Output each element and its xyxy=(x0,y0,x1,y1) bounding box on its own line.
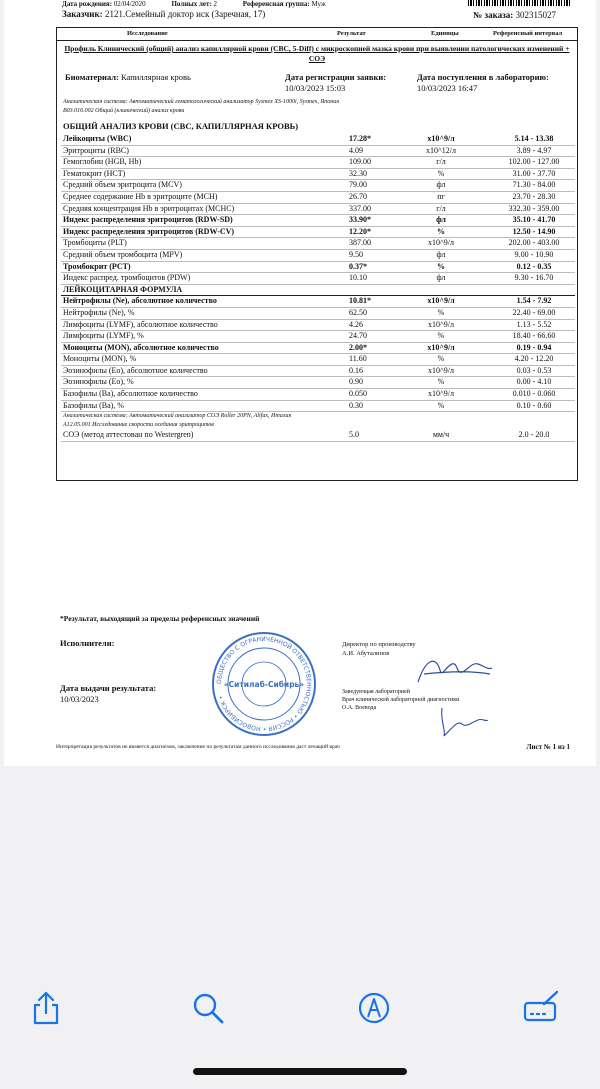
result-units: мм/ч xyxy=(432,430,450,440)
esr-analyzer-note xyxy=(61,421,575,430)
head-of-lab-signature xyxy=(432,700,492,740)
result-reference: 4.20 - 12.20 xyxy=(514,354,554,364)
result-units: x10^9/л xyxy=(427,342,455,352)
result-reference: 71.30 - 84.00 xyxy=(512,180,556,190)
result-name: Индекс распределения эритроцитов (RDW-SD) xyxy=(63,215,233,225)
result-units: фл xyxy=(436,249,446,259)
table-row xyxy=(61,354,575,366)
result-reference: 1.54 - 7.92 xyxy=(516,296,552,306)
table-row xyxy=(61,134,575,146)
table-row xyxy=(61,227,575,239)
col-result: Результат xyxy=(337,30,366,37)
result-units: x10^9/л xyxy=(427,134,455,143)
result-value: 33.90* xyxy=(349,215,371,225)
result-value: 9.50 xyxy=(349,249,363,259)
result-units: фл xyxy=(436,180,446,190)
lab-date: Дата поступления в лабораторию: 10/03/2023 16:47 xyxy=(417,72,549,93)
result-value: 109.00 xyxy=(349,157,371,167)
result-units: г/л xyxy=(436,203,446,213)
table-row xyxy=(61,238,575,250)
barcode xyxy=(468,0,572,6)
result-units: x10^9/л xyxy=(428,238,454,248)
result-units: фл xyxy=(436,273,446,283)
result-reference: 18.40 - 66.60 xyxy=(512,331,556,341)
director-signature xyxy=(412,652,496,690)
result-units: % xyxy=(437,307,445,317)
markup-icon[interactable] xyxy=(354,988,394,1028)
result-value: 62.50 xyxy=(349,307,367,317)
result-value: 0.16 xyxy=(349,365,363,375)
table-row xyxy=(61,192,575,204)
search-icon[interactable] xyxy=(188,988,228,1028)
bottom-toolbar xyxy=(0,960,600,1089)
table-row xyxy=(61,250,575,262)
result-units: % xyxy=(437,331,445,341)
table-row xyxy=(61,273,575,285)
result-reference: 31.00 - 37.70 xyxy=(512,168,556,178)
esr-analyzer-note xyxy=(61,412,575,421)
results-table xyxy=(61,134,575,442)
table-row xyxy=(61,308,575,320)
result-units: x10^9/л xyxy=(428,365,454,375)
analyzer-note: Аналитическая система: Автоматический гематологический анализатор Sysmex XS-1000i, Sysmex, Япония B03.016.002 Общий (клинический) анализ крови xyxy=(63,99,340,114)
result-name: Средняя концентрация Hb в эритроцитах (MCHC) xyxy=(63,203,235,213)
result-reference: 0.03 - 0.53 xyxy=(516,365,552,375)
result-value: 387.00 xyxy=(349,238,371,248)
result-value: 4.26 xyxy=(349,319,363,329)
result-reference: 0.010 - 0.060 xyxy=(512,389,556,399)
result-reference: 9.30 - 16.70 xyxy=(514,273,554,283)
head-of-lab: Заведующая лабораторией Врач клинической лабораторной диагностики О.А. Воевода xyxy=(342,689,460,711)
seal-stamp xyxy=(210,630,318,738)
document-page xyxy=(4,0,596,766)
result-value: 11.60 xyxy=(349,354,367,364)
result-name: Гемоглобин (HGB, Hb) xyxy=(63,157,142,167)
table-row xyxy=(61,389,575,401)
result-name: Тромбоциты (PLT) xyxy=(63,238,127,248)
home-indicator[interactable] xyxy=(193,1068,407,1075)
result-value: 26.70 xyxy=(349,191,367,201)
result-name: Эозинофилы (Eo), абсолютное количество xyxy=(63,365,208,375)
table-row xyxy=(61,331,575,343)
result-name: Среднее содержание Hb в эритроците (MCH) xyxy=(63,191,218,201)
result-reference: 0.19 - 0.94 xyxy=(516,342,552,352)
result-name: Лимфоциты (LYMF), абсолютное количество xyxy=(63,319,218,329)
result-reference: 22.40 - 69.00 xyxy=(512,307,556,317)
result-value: 0.050 xyxy=(349,389,367,399)
result-name: Базофилы (Ba), абсолютное количество xyxy=(63,389,198,399)
table-row xyxy=(61,180,575,192)
table-row xyxy=(61,146,575,158)
result-name: Индекс распред. тромбоцитов (PDW) xyxy=(63,273,191,283)
director: Директор по производству А.И. Абуталипов xyxy=(342,641,416,657)
result-reference: 5.14 - 13.38 xyxy=(514,134,554,143)
result-units: % xyxy=(437,261,445,271)
table-row xyxy=(61,430,575,442)
table-row xyxy=(61,204,575,216)
table-row xyxy=(61,262,575,274)
result-value: 0.37* xyxy=(349,261,367,271)
result-name: Эозинофилы (Eo), % xyxy=(63,377,134,387)
page-number: Лист № 1 из 1 xyxy=(526,743,570,751)
result-reference: 23.70 - 28.30 xyxy=(512,191,556,201)
result-name: Тромбокрит (PCT) xyxy=(63,261,131,271)
result-reference: 332.30 - 359.00 xyxy=(508,203,560,213)
result-units: x10^12/л xyxy=(426,145,456,155)
result-units: x10^9/л xyxy=(427,296,455,306)
result-name: Средний объем эритроцита (MCV) xyxy=(63,180,182,190)
col-test: Исследование xyxy=(127,30,168,37)
result-reference: 3.89 - 4.97 xyxy=(516,145,552,155)
result-value: 17.28* xyxy=(349,134,371,143)
registration-date: Дата регистрации заявки: 10/03/2023 15:03 xyxy=(285,72,387,93)
result-name: Моноциты (MON), % xyxy=(63,354,137,364)
edit-icon[interactable] xyxy=(522,988,562,1028)
svg-text:ОБЩЕСТВО С ОГРАНИЧЕННОЙ ОТВЕТС: ОБЩЕСТВО С ОГРАНИЧЕННОЙ ОТВЕТСТВЕННОСТЬЮ • РОССИЯ • НОВОСИБИРСК • xyxy=(215,635,313,733)
section-diff-title xyxy=(61,285,575,297)
result-reference: 1.13 - 5.52 xyxy=(516,319,552,329)
result-name: Гематокрит (HCT) xyxy=(63,168,126,178)
footnote: *Результат, выходящий за пределы референсных значений xyxy=(60,614,260,623)
customer-line: Заказчик: 2121.Семейный доктор иск (Заречная, 17) xyxy=(62,9,266,19)
result-name: Эритроциты (RBC) xyxy=(63,145,129,155)
table-header xyxy=(57,28,577,41)
table-row xyxy=(61,169,575,181)
col-reference: Референсный интервал xyxy=(493,30,563,37)
svg-text:«Ситилаб-Сибирь»: «Ситилаб-Сибирь» xyxy=(223,680,305,689)
result-reference: 35.10 - 41.70 xyxy=(512,215,556,225)
result-value: 337.00 xyxy=(349,203,371,213)
result-name: Средний объем тромбоцита (MPV) xyxy=(63,249,183,259)
result-reference: 0.00 - 4.10 xyxy=(516,377,552,387)
result-value: 5.0 xyxy=(349,430,359,440)
result-value: 10.10 xyxy=(349,273,367,283)
patient-line: Дата рождения: 02/04/2020 Полных лет: 2 Референсная группа: Муж xyxy=(62,0,326,8)
result-value: 4.09 xyxy=(349,145,363,155)
result-name: Базофилы (Ba), % xyxy=(63,400,124,410)
note-text: A12.05.001 Исследование скорости оседания эритроцитов xyxy=(63,422,214,429)
result-name: СОЭ (метод аттестован по Westergren) xyxy=(63,430,194,440)
result-value: 24.70 xyxy=(349,331,367,341)
result-reference: 0.10 - 0.60 xyxy=(516,400,552,410)
result-value: 0.30 xyxy=(349,400,363,410)
result-reference: 202.00 - 403.00 xyxy=(508,238,560,248)
order-number: № заказа: 302315027 xyxy=(473,10,556,20)
result-units: x10^9/л xyxy=(428,389,454,399)
result-value: 12.20* xyxy=(349,226,371,236)
result-value: 2.00* xyxy=(349,342,367,352)
result-name: Нейтрофилы (Ne), % xyxy=(63,307,135,317)
result-units: г/л xyxy=(436,157,446,167)
result-units: % xyxy=(437,400,445,410)
result-name: Моноциты (MON), абсолютное количество xyxy=(63,342,219,352)
profile-title: Профиль Клинический (общий) анализ капиллярной крови (CBC, 5-Diff) с микроскопией мазка крови при выявлении патологических изменений + СОЭ xyxy=(64,44,570,63)
result-name: Лимфоциты (LYMF), % xyxy=(63,331,144,341)
result-value: 0.90 xyxy=(349,377,363,387)
results-frame xyxy=(56,27,578,481)
table-row xyxy=(61,401,575,413)
issue-date: Дата выдачи результата: 10/03/2023 xyxy=(60,683,157,704)
result-reference: 2.0 - 20.0 xyxy=(518,430,550,440)
share-icon[interactable] xyxy=(26,988,66,1028)
result-value: 10.81* xyxy=(349,296,371,306)
table-row xyxy=(61,320,575,332)
result-reference: 12.50 - 14.90 xyxy=(512,226,556,236)
result-units: x10^9/л xyxy=(428,319,454,329)
result-units: % xyxy=(437,354,445,364)
col-units: Единицы xyxy=(431,30,459,37)
executors-label: Исполнители: xyxy=(60,638,115,648)
section-cbc-title: ОБЩИЙ АНАЛИЗ КРОВИ (CBC, КАПИЛЛЯРНАЯ КРОВЬ) xyxy=(63,121,299,131)
biomaterial: Биоматериал: Капиллярная кровь xyxy=(65,72,191,82)
result-reference: 9.00 - 10.90 xyxy=(514,249,554,259)
table-row xyxy=(61,343,575,355)
bottom-note: Интерпретация результатов не является диагнозом, заключение по результатам данного исследования даст лечащий врач xyxy=(56,744,340,750)
result-name: Индекс распределения эритроцитов (RDW-CV) xyxy=(63,226,235,236)
result-value: 79.00 xyxy=(349,180,367,190)
table-row xyxy=(61,296,575,308)
result-name: Лейкоциты (WBC) xyxy=(63,134,132,143)
result-units: % xyxy=(437,377,445,387)
section-diff-label: ЛЕЙКОЦИТАРНАЯ ФОРМУЛА xyxy=(63,284,183,294)
result-name: Нейтрофилы (Ne), абсолютное количество xyxy=(63,296,217,306)
table-row xyxy=(61,377,575,389)
result-units: % xyxy=(437,168,445,178)
result-reference: 102.00 - 127.00 xyxy=(508,157,560,167)
result-units: пг xyxy=(437,191,445,201)
table-row xyxy=(61,215,575,227)
result-reference: 0.12 - 0.35 xyxy=(516,261,552,271)
table-row xyxy=(61,366,575,378)
result-units: % xyxy=(437,226,445,236)
note-text: Аналитическая система: Автоматический анализатор СОЭ Roller 20PN, Alifax, Италия xyxy=(63,413,292,420)
table-row xyxy=(61,157,575,169)
result-value: 32.30 xyxy=(349,168,367,178)
result-units: фл xyxy=(436,215,446,225)
